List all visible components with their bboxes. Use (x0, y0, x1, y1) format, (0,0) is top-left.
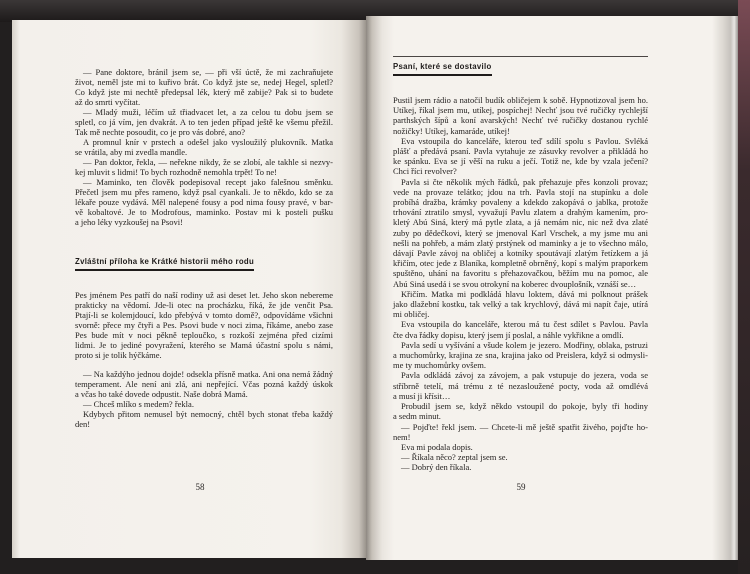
right-page (366, 16, 738, 560)
text-line: plášť a předává psaní. Pavla vytahuje ze zásuvky revolver a přikládá ho (393, 146, 648, 157)
text-line: vě kobaltové. Je to Modrofous, maminko. Postav mi k posteli pušku (75, 207, 333, 217)
paragraph (393, 340, 648, 371)
text-line: svorně: přece my čtyři a Pes. Psovi bude v noci zima, říkáme, anebo zase (75, 320, 333, 330)
text-line: — Na každýho jednou dojde! odsekla přísně matka. Ani ona nemá žádný (83, 369, 333, 379)
text-line: — Pan doktor, řekla, — neřekne nikdy, že se zlobí, ale takhle si nezvy- (83, 157, 333, 167)
text-line: Pavla si čte několik mých řádků, pak přehazuje přes konzoli provaz; (401, 176, 648, 187)
section-heading (393, 61, 648, 76)
text-line: — Pojďte! řekl jsem. — Chcete-li mě ještě spatřit živého, pojďte ho- (401, 421, 648, 432)
text-line: spuštěno, uhání na favoritu s přehazovačkou, běžím mu na pomoc, ale (393, 268, 648, 279)
text-line: Pes bude mít v noci pěkně teploučko, s rozkoší zejména před cizími (75, 330, 333, 340)
paragraph (393, 442, 648, 452)
page-number: 59 (516, 482, 526, 492)
paragraph (75, 399, 333, 409)
section-heading-text: Psaní, které se dostavilo (393, 61, 492, 76)
text-line: nem! (393, 431, 411, 442)
paragraph (75, 157, 333, 177)
text-line: lidmi. Je to jediné povyražení, kterého se Mamá účastní spolu s námi, (75, 340, 333, 350)
text-line: — Dobrý den říkala. (401, 462, 472, 473)
paragraph (393, 462, 648, 472)
text-line: trhování ztratilo smysl, vyvažují Pavlu zlatem a drahým kamením, pro- (393, 207, 648, 218)
text-line: a jeho léky vyzkoušej na Psovi! (75, 217, 183, 227)
text-line: temperament. Ale není ani zlá, ani nepřející. Včas pozná každý úskok (75, 379, 333, 389)
paragraph (75, 67, 333, 107)
text-line: Eva vstoupila do kanceláře, kterou má tu čest sdílet s Pavlou. Pavla (401, 319, 648, 330)
text-line: zuby po dědečkovi, který se jmenoval Karl Vrschek, a my jsme mu ani (393, 227, 648, 238)
text-line: Probudil jsem se, když někdo vstoupil do pokoje, byly tři hodiny (401, 401, 648, 412)
paragraph (393, 401, 648, 421)
text-line: — Pane doktore, bránil jsem se, — při vší úctě, že mi zachraňujete (83, 67, 333, 77)
text-line: lékaře pouze vydává. Měl nalepené fousy a pod nima fousy pravé, v bar- (75, 197, 333, 207)
left-page (12, 20, 366, 558)
text-line: Eva mi podala dopis. (401, 441, 473, 452)
text-line: a musí ji křísit… (393, 390, 451, 401)
section-heading-text: Zvláštní příloha ke Krátké historii mého rodu (75, 256, 254, 271)
text-line: až do smrti vyčítat. (75, 97, 141, 107)
paragraph (393, 452, 648, 462)
text-line: Utíkej, říkal jsem mu, utíkej, pospíchej! Nechť jsou tvé ručičky rychlejší (393, 105, 648, 116)
text-line: parthských šípů a koní avarských! Nechť tvé ručičky dostanou rychlé (393, 115, 648, 126)
text-line: den! (75, 419, 91, 429)
text-line: Ptají-li se kolemjdoucí, kdo přebývá v tomto domě?, odpovídáme všichni (75, 310, 333, 320)
text-line: — Chceš mlíko s medem? řekla. (83, 399, 194, 409)
paragraph (393, 422, 648, 442)
page-number: 58 (195, 482, 205, 492)
text-line: a sedm minut. (393, 411, 441, 422)
text-line: a včas ho také dovede odpustit. Naše dobrá Mamá. (75, 389, 248, 399)
text-line: a muchomůrky, krajina ze sna, krajina jako od Preislera, když si odmysli- (393, 350, 648, 361)
text-line: me ty muchomůrky ovšem. (393, 360, 487, 371)
text-line: se vrátila, aby mi zvedla mandle. (75, 147, 188, 157)
text-line: Pavla odkládá závoj za závojem, a pak vstupuje do jezera, voda se (401, 370, 648, 381)
text-line: dávají Pavle závoj na obličej a kotníky spoutávají zlatým řetízkem a já (393, 248, 648, 259)
text-line: mi obličej. (393, 309, 430, 320)
text-line: prakticky na vědomí. Jde-li otec na procházku, říká, že jde venčit Psa. (75, 300, 333, 310)
text-line: — Říkala něco? zeptal jsem se. (401, 452, 508, 463)
text-line: nožičky! Utíkej, kamaráde, utíkej! (393, 125, 510, 136)
text-line: kletý Abú Siná, který má pytle zlata, a já nemám nic, nic než dva zlaté (393, 217, 648, 228)
text-line: život, neměl jste mi to kuřivo brát. Co když jste se, nedej Hegel, spletl? (75, 77, 333, 87)
text-line: Tak mě nechte posoudit, co je pro vás dobré, ano? (75, 127, 246, 137)
chapter-rule (393, 56, 648, 57)
text-line: křičím, otec jede z Blaníka, kompletně obrněný, kopí s malým praporkem (393, 258, 648, 269)
text-line: ke spánku. Eva se jí věší na ruku a ječí. Totiž ne, kde by vzala ječení? (393, 156, 648, 167)
text-line: Pustil jsem rádio a natočil budík obličejem k sobě. Hypnotizoval jsem ho. (393, 95, 648, 105)
section-heading (75, 256, 333, 271)
text-line: Abú Siná usedá i se svou otrokyní na koberec dvouplošník, vznáší se… (393, 278, 637, 289)
paragraph (75, 177, 333, 227)
paragraph (393, 177, 648, 289)
paragraph (75, 137, 333, 157)
text-line: Eva vstoupila do kanceláře, kterou teď sdílí spolu s Pavlou. Svléká (401, 135, 648, 146)
paragraph (393, 136, 648, 177)
paragraph (75, 290, 333, 360)
text-line: Křičím. Matka mi podkládá hlavu loktem, dává mi polknout prášek (401, 288, 648, 299)
text-line: nešli na pohřeb, a mám zlatý prstýnek od maminky a je to všechno málo, (393, 237, 648, 248)
text-line: jako dlažební kostku, tak velký a tak krychlový, dává mi napít čaje, utírá (393, 299, 648, 310)
text-line: Kdybych přitom nemusel být nemocný, chtěl bych stonat třeba každý (83, 409, 333, 419)
text-line: — Maminko, ten člověk podepisoval recept jako falešnou směnku. (83, 177, 333, 187)
text-line: spletl, co já vím, jen dvakrát. A to ten jeden případ ještě ke všemu přežil. (75, 117, 333, 127)
text-line: — Mladý muži, léčím už třiadvacet let, a za celou tu dobu jsem se (83, 107, 333, 117)
paragraph (393, 95, 648, 136)
paragraph (75, 409, 333, 429)
text-line: Co když jste mi nechtě předepsal lék, který mě zabije? Pak si to budete (75, 87, 333, 97)
paragraph (393, 319, 648, 339)
text-column (75, 67, 333, 429)
book-cover-edge (738, 0, 750, 574)
text-column (393, 56, 648, 473)
paragraph (75, 369, 333, 399)
text-line: Přečetl jsem mu přes rameno, když psal cyankali. Je to někdo, kdo se za (75, 187, 333, 197)
text-line: vede na provaze telátko; jdou na trh. Pavla stojí na stupínku a dole (393, 186, 648, 197)
text-line: proto si je tolik hýčkáme. (75, 350, 162, 360)
text-line: stříbrně tetelí, má trému z té nezasloužené pocty, voda až omdlévá (393, 380, 648, 391)
text-line: probíhá dražba, krámky povaleny a kdekdo zakopává o jablka, protože (393, 197, 648, 208)
text-line: Pavla sedí u vyšívání a všude kolem je jezero. Modřiny, oblaka, pstruzi (401, 339, 648, 350)
text-line: čte dva řádky dopisu, který jsem jí poslal, a náhle vykřikne a omdlí. (393, 329, 624, 340)
text-line: Chci říci revolver? (393, 166, 457, 177)
text-line: A promnul knír v prstech a odešel jako vysloužilý plukovník. Matka (83, 137, 333, 147)
text-line: kej mluvit s lidmi! To bych rozhodně nemohla trpět! To ne! (75, 167, 277, 177)
text-line: Pes jménem Pes patří do naší rodiny už asi deset let. Jeho skon nebereme (75, 290, 333, 300)
paragraph (75, 107, 333, 137)
paragraph (393, 370, 648, 401)
paragraph (393, 289, 648, 320)
